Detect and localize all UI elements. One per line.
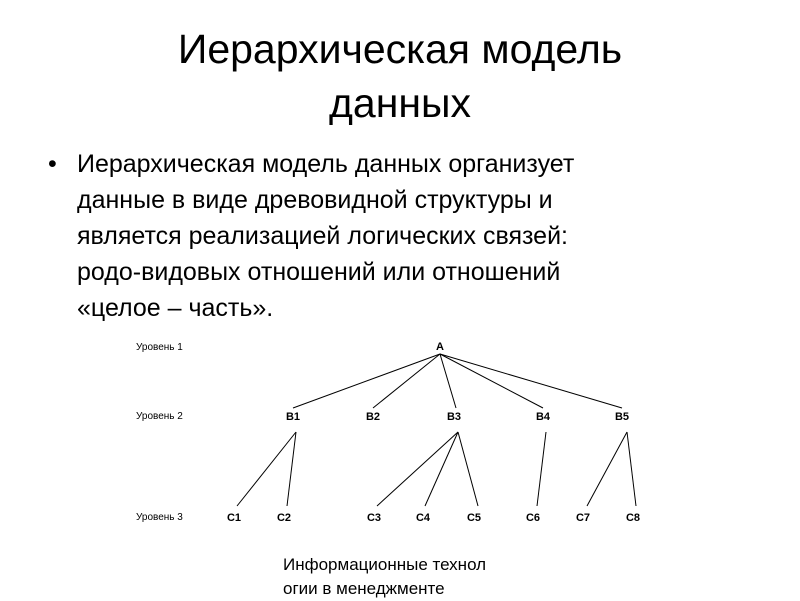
tree-edges xyxy=(237,354,636,506)
node-b5: B5 xyxy=(614,411,630,423)
bullet-line: Иерархическая модель данных организует xyxy=(77,150,575,178)
bullet-line: родо-видовых отношений или отношений xyxy=(77,258,561,286)
edge-a-b5 xyxy=(440,354,622,408)
edge-a-b3 xyxy=(440,354,456,408)
node-c4: C4 xyxy=(415,512,431,524)
edge-a-b2 xyxy=(373,354,440,408)
node-c6: C6 xyxy=(525,512,541,524)
node-c8: C8 xyxy=(625,512,641,524)
edge-b5-c7 xyxy=(587,432,627,506)
footer-caption xyxy=(283,553,486,601)
edge-b4-c6 xyxy=(537,432,546,506)
node-c3: C3 xyxy=(366,512,382,524)
level-label-2: Уровень 2 xyxy=(136,411,183,422)
node-b2: B2 xyxy=(365,411,381,423)
bullet-line: является реализацией логических связей: xyxy=(77,222,568,250)
node-b1: B1 xyxy=(285,411,301,423)
level-label-3: Уровень 3 xyxy=(136,512,183,523)
edge-a-b4 xyxy=(440,354,543,408)
node-a: A xyxy=(436,341,444,353)
footer-line-1: Информационные технол xyxy=(283,555,487,574)
title-line-2: данных xyxy=(329,80,471,126)
node-c7: C7 xyxy=(575,512,591,524)
level-labels xyxy=(136,342,183,523)
bullet-symbol: • xyxy=(48,150,57,178)
tree-nodes xyxy=(227,341,640,524)
edge-b3-c5 xyxy=(458,432,478,506)
bullet-line: «целое – часть». xyxy=(77,294,274,322)
node-c2: C2 xyxy=(276,512,292,524)
node-c1: C1 xyxy=(226,512,242,524)
node-b3: B3 xyxy=(446,411,462,423)
edge-b3-c3 xyxy=(377,432,458,506)
footer-line-2: огии в менеджменте xyxy=(283,579,445,598)
node-c5: C5 xyxy=(466,512,482,524)
node-b4: B4 xyxy=(535,411,551,423)
edge-b1-c2 xyxy=(287,432,296,506)
title-line-1: Иерархическая модель xyxy=(177,26,623,72)
edge-b1-c1 xyxy=(237,432,296,506)
edge-b3-c4 xyxy=(425,432,458,506)
level-label-1: Уровень 1 xyxy=(136,342,183,353)
edge-a-b1 xyxy=(293,354,440,408)
edge-b5-c8 xyxy=(627,432,636,506)
bullet-line: данные в виде древовидной структуры и xyxy=(77,186,553,214)
